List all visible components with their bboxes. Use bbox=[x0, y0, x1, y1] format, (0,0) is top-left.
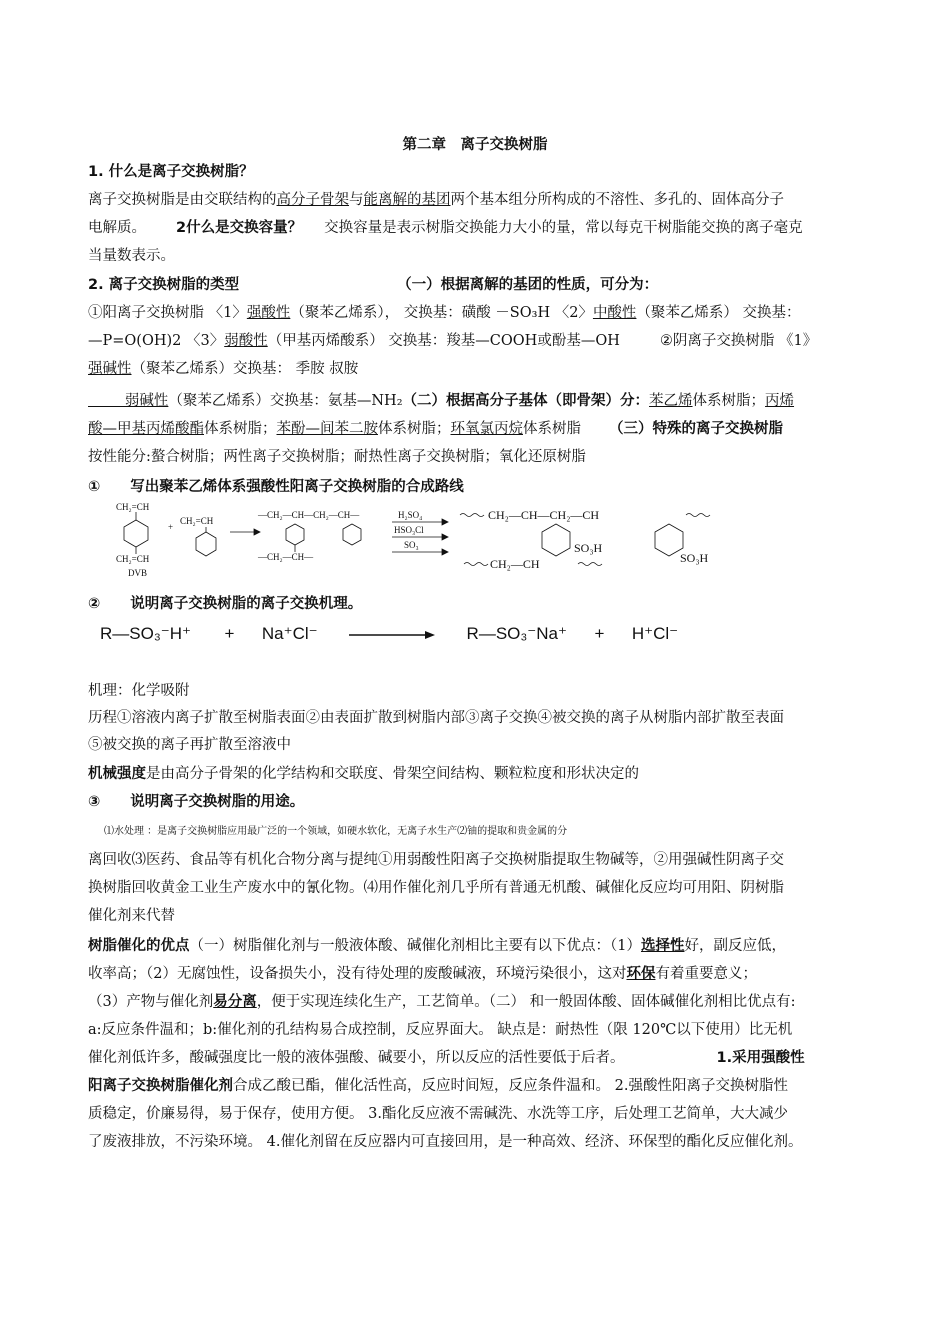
question-1-answer-line2: 电解质。 2什么是交换容量？ 交换容量是表示树脂交换能力大小的量，常以每克干树脂能交换的离子毫克 bbox=[88, 220, 803, 236]
types-line1: ①阳离子交换树脂 〈1〉强酸性（聚苯乙烯系）， 交换基：磺酸 －SO₃H 〈2〉中酸性（聚苯乙烯系） 交换基： bbox=[88, 305, 801, 321]
sulfonic-group-1: SO₃H bbox=[574, 541, 603, 555]
question-1-heading: 1. 什么是离子交换树脂？ bbox=[88, 164, 254, 180]
copolymer-chain-top: —CH₂—CH—CH₂—CH— bbox=[258, 510, 360, 520]
equation-product-2: H⁺Cl⁻ bbox=[631, 624, 679, 643]
mechanism-line1: 机理：化学吸附 bbox=[88, 683, 190, 699]
exchange-equation bbox=[100, 624, 678, 644]
styrene-vinyl: CH₂=CH bbox=[180, 516, 214, 526]
section-3-heading: ③ 说明离子交换树脂的用途。 bbox=[88, 794, 305, 810]
mechanical-strength: 机械强度是由高分子骨架的化学结构和交联度、骨架空间结构、颗粒粒度和形状决定的 bbox=[88, 766, 639, 782]
plus-sign: + bbox=[168, 522, 174, 532]
product-chain-top: CH₂—CH—CH₂—CH bbox=[488, 508, 600, 522]
question-1-answer-line1: 离子交换树脂是由交联结构的高分子骨架与能离解的基团两个基本组分所构成的不溶性、多孔的、固体高分子 bbox=[88, 192, 784, 208]
catalysis-line6: 阳离子交换树脂催化剂合成乙酸已酯，催化活性高，反应时间短，反应条件温和。 2.强酸性阳离子交换树脂性 bbox=[88, 1078, 788, 1094]
section-2-heading: ② 说明离子交换树脂的离子交换机理。 bbox=[88, 596, 363, 612]
product-chain-bottom: CH₂—CH bbox=[490, 557, 540, 571]
copolymer-chain-bottom: —CH₂—CH— bbox=[258, 552, 314, 562]
question-1-answer-line3: 当量数表示。 bbox=[88, 248, 175, 264]
reaction-arrow bbox=[349, 630, 435, 640]
synthesis-scheme bbox=[108, 500, 768, 585]
reagent-h2so4: H₂SO₄ bbox=[398, 510, 423, 520]
catalysis-line3: （3）产物与催化剂易分离，便于实现连续化生产，工艺简单。（二） 和一般固体酸、固体碱催化剂相比优点有: bbox=[88, 994, 796, 1010]
types-line5: 酸—甲基丙烯酸酯体系树脂；苯酚—间苯二胺体系树脂；环氧氯丙烷体系树脂 （三）特殊的离子交换树脂 bbox=[88, 421, 783, 437]
section-1-heading: ① 写出聚苯乙烯体系强酸性阳离子交换树脂的合成路线 bbox=[88, 479, 464, 495]
catalysis-line1: 树脂催化的优点（一）树脂催化剂与一般液体酸、碱催化剂相比主要有以下优点：（1）选择性好，副反应低， bbox=[88, 938, 786, 954]
types-line4: 弱碱性（聚苯乙烯系）交换基：氨基—NH₂（二）根据高分子基体（即骨架）分：苯乙烯体系树脂；丙烯 bbox=[88, 393, 795, 409]
equation-reactant-1: R—SO₃⁻H⁺ bbox=[100, 624, 191, 643]
catalysis-line2: 收率高；（2）无腐蚀性，设备损失小，没有待处理的废酸碱液，环境污染很小，这对环保有着重要意义； bbox=[88, 966, 757, 982]
reagent-so3: SO₃ bbox=[404, 540, 419, 550]
equation-plus-2: + bbox=[594, 624, 605, 643]
reagent-hso3cl: HSO₃Cl bbox=[394, 525, 424, 535]
sulfonic-group-2: SO₃H bbox=[680, 551, 709, 565]
catalysis-line4: a:反应条件温和；b:催化剂的孔结构易合成控制，反应界面大。 缺点是：耐热性（限 120℃以下使用）比无机 bbox=[88, 1022, 793, 1038]
dvb-vinyl-top: CH₂=CH bbox=[116, 502, 150, 512]
equation-product-1: R—SO₃⁻Na⁺ bbox=[466, 624, 567, 643]
catalysis-line8: 了废液排放，不污染环境。 4.催化剂留在反应器内可直接回用，是一种高效、经济、环保型的酯化反应催化剂。 bbox=[88, 1134, 803, 1150]
mechanism-line2: 历程①溶液内离子扩散至树脂表面②由表面扩散到树脂内部③离子交换④被交换的离子从树脂内部扩散至表面 bbox=[88, 710, 784, 726]
uses-line1: ⑴水处理 ：是离子交换树脂应用最广泛的一个领域，如硬水软化，无离子水生产⑵铀的提取和贵金属的分 bbox=[104, 826, 568, 837]
uses-line4: 催化剂来代替 bbox=[88, 908, 175, 924]
types-line3: 强碱性（聚苯乙烯系）交换基： 季胺 叔胺 bbox=[88, 361, 359, 377]
page-title: 第二章 离子交换树脂 bbox=[402, 137, 548, 153]
catalysis-line7: 质稳定，价廉易得，易于保存，使用方便。 3.酯化反应液不需碱洗、水洗等工序，后处理工艺简单，大大减少 bbox=[88, 1106, 788, 1122]
dvb-vinyl-bottom: CH₂=CH bbox=[116, 554, 150, 564]
equation-plus-1: + bbox=[224, 624, 235, 643]
types-line2: —P=O(OH)2 〈3〉弱酸性（甲基丙烯酸系） 交换基：羧基—COOH或酚基—OH ②阴离子交换树脂 《1》 bbox=[88, 333, 818, 349]
question-2-heading: 2. 离子交换树脂的类型 （一）根据离解的基团的性质，可分为： bbox=[88, 277, 659, 293]
uses-line3: 换树脂回收黄金工业生产废水中的氰化物。⑷用作催化剂几乎所有普通无机酸、碱催化反应均可用阳、阴树脂 bbox=[88, 880, 784, 896]
types-line6: 按性能分:螯合树脂；两性离子交换树脂；耐热性离子交换树脂；氧化还原树脂 bbox=[88, 449, 586, 465]
equation-reactant-2: Na⁺Cl⁻ bbox=[261, 624, 318, 643]
catalysis-line5: 催化剂低许多，酸碱强度比一般的液体强酸、碱要小，所以反应的活性要低于后者。 1.采用强酸性 bbox=[88, 1050, 805, 1066]
mechanism-line3: ⑤被交换的离子再扩散至溶液中 bbox=[88, 737, 291, 753]
uses-line2: 离回收⑶医药、食品等有机化合物分离与提纯①用弱酸性阳离子交换树脂提取生物碱等，②用强碱性阴离子交 bbox=[88, 852, 784, 868]
dvb-label: DVB bbox=[128, 568, 148, 578]
